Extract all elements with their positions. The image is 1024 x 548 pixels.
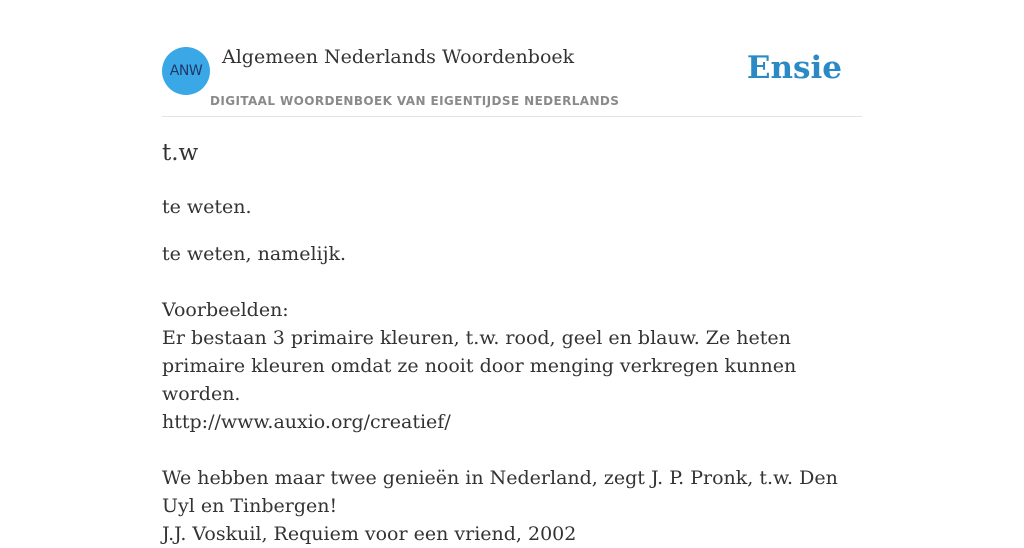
entry-body [162, 193, 868, 548]
spacer [162, 268, 868, 296]
short-definition: te weten. [162, 196, 252, 218]
site-title[interactable]: Algemeen Nederlands Woordenboek [222, 46, 575, 68]
site-subtitle: DIGITAAL WOORDENBOEK VAN EIGENTIJDSE NEDERLANDS [210, 94, 620, 108]
examples-heading: Voorbeelden: [162, 299, 289, 321]
spacer [162, 436, 868, 464]
logo-text: ANW [169, 63, 203, 79]
entry-word: t.w [162, 140, 199, 166]
example-source: J.J. Voskuil, Requiem voor een vriend, 2002 [162, 523, 577, 545]
ensie-brand-link[interactable]: Ensie [746, 50, 842, 86]
example-text: Er bestaan 3 primaire kleuren, t.w. rood, geel en blauw. Ze heten primaire kleuren omdat ze nooit door menging verkregen kunnen worden. [162, 327, 797, 405]
anw-logo[interactable] [162, 47, 210, 95]
definition: te weten, namelijk. [162, 243, 347, 265]
example-source-link[interactable]: http://www.auxio.org/creatief/ [162, 411, 451, 433]
site-header [162, 0, 862, 117]
example-text: We hebben maar twee genieën in Nederland, zegt J. P. Pronk, t.w. Den Uyl en Tinbergen! [162, 467, 838, 517]
